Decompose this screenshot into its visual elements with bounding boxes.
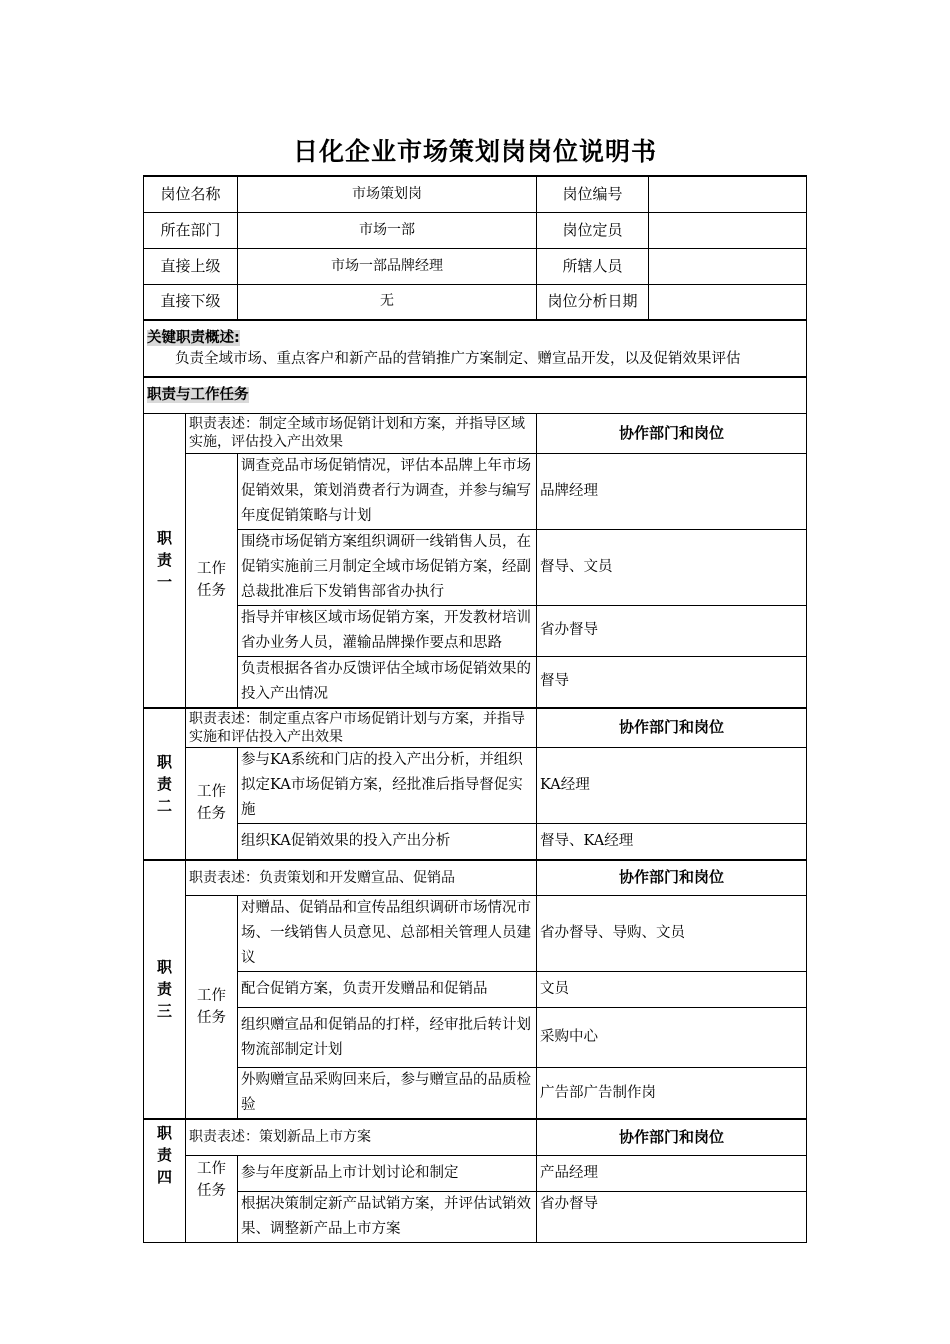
duty-3-task-2: 配合促销方案，负责开发赠品和促销品 <box>238 972 537 1008</box>
value-subordinates <box>649 248 807 284</box>
duty-1-task-3-coop: 省办督导 <box>537 605 807 656</box>
duties-heading: 职责与工作任务 <box>147 386 249 403</box>
duty-1-task-4-coop: 督导 <box>537 656 807 708</box>
value-job-name: 市场策划岗 <box>238 176 537 212</box>
value-superior: 市场一部品牌经理 <box>238 248 537 284</box>
duty-2-tasks-label: 工作 任务 <box>186 748 238 860</box>
duty-3-statement: 职责表述：负责策划和开发赠宣品、促销品 <box>186 860 537 896</box>
duty-1-task-1-coop: 品牌经理 <box>537 453 807 529</box>
label-direct-subordinate: 直接下级 <box>144 284 238 320</box>
duty-3-task-2-coop: 文员 <box>537 972 807 1008</box>
duty-4-task-2: 根据决策制定新产品试销方案，并评估试销效果、调整新产品上市方案 <box>238 1191 537 1242</box>
duty-2-coop-header: 协作部门和岗位 <box>537 708 807 748</box>
duty-1-task-2: 围绕市场促销方案组织调研一线销售人员，在促销实施前三月制定全域市场促销方案，经副总裁批准后下发销售部省办执行 <box>238 529 537 605</box>
duty-1-label: 职 责 一 <box>144 413 186 708</box>
value-job-code <box>649 176 807 212</box>
value-department: 市场一部 <box>238 212 537 248</box>
duty-1-task-1: 调查竞品市场促销情况，评估本品牌上年市场促销效果，策划消费者行为调查，并参与编写年度促销策略与计划 <box>238 453 537 529</box>
duty-2-task-2-coop: 督导、KA经理 <box>537 824 807 860</box>
label-department: 所在部门 <box>144 212 238 248</box>
duty-2-task-1: 参与KA系统和门店的投入产出分析，并组织拟定KA市场促销方案，经批准后指导督促实施 <box>238 748 537 824</box>
duty-3-label: 职 责 三 <box>144 860 186 1120</box>
duty-4-tasks-label: 工作 任务 <box>186 1155 238 1242</box>
duty-1-tasks-label: 工作 任务 <box>186 453 238 708</box>
summary-text: 负责全域市场、重点客户和新产品的营销推广方案制定、赠宣品开发，以及促销效果评估 <box>175 350 741 367</box>
duty-3-task-4-coop: 广告部广告制作岗 <box>537 1068 807 1120</box>
duty-4-label: 职 责 四 <box>144 1119 186 1242</box>
duties-heading-cell <box>144 377 807 413</box>
duty-1-task-4: 负责根据各省办反馈评估全域市场促销效果的投入产出情况 <box>238 656 537 708</box>
label-job-name: 岗位名称 <box>144 176 238 212</box>
duty-3-task-4: 外购赠宣品采购回来后，参与赠宣品的品质检验 <box>238 1068 537 1120</box>
duty-4-coop-header: 协作部门和岗位 <box>537 1119 807 1155</box>
key-duties-summary <box>144 320 807 377</box>
duty-4-task-1-coop: 产品经理 <box>537 1155 807 1191</box>
label-headcount: 岗位定员 <box>537 212 649 248</box>
duty-2-statement: 职责表述：制定重点客户市场促销计划与方案，并指导实施和评估投入产出效果 <box>186 708 537 748</box>
label-subordinates: 所辖人员 <box>537 248 649 284</box>
duty-1-statement: 职责表述：制定全域市场促销计划和方案，并指导区域实施，评估投入产出效果 <box>186 413 537 453</box>
duty-2-label: 职 责 二 <box>144 708 186 860</box>
value-direct-subordinate: 无 <box>238 284 537 320</box>
duty-3-coop-header: 协作部门和岗位 <box>537 860 807 896</box>
duty-3-task-3: 组织赠宣品和促销品的打样，经审批后转计划物流部制定计划 <box>238 1008 537 1068</box>
duty-3-task-3-coop: 采购中心 <box>537 1008 807 1068</box>
label-superior: 直接上级 <box>144 248 238 284</box>
duty-1-coop-header: 协作部门和岗位 <box>537 413 807 453</box>
summary-heading: 关键职责概述: <box>147 329 240 346</box>
duty-3-task-1-coop: 省办督导、导购、文员 <box>537 896 807 972</box>
duty-3-tasks-label: 工作 任务 <box>186 896 238 1120</box>
page-title: 日化企业市场策划岗岗位说明书 <box>292 137 657 166</box>
value-headcount <box>649 212 807 248</box>
job-description-table <box>143 175 807 1243</box>
duty-2-task-2: 组织KA促销效果的投入产出分析 <box>238 824 537 860</box>
value-analysis-date <box>649 284 807 320</box>
duty-1-task-2-coop: 督导、文员 <box>537 529 807 605</box>
duty-2-task-1-coop: KA经理 <box>537 748 807 824</box>
label-analysis-date: 岗位分析日期 <box>537 284 649 320</box>
duty-4-statement: 职责表述：策划新品上市方案 <box>186 1119 537 1155</box>
duty-3-task-1: 对赠品、促销品和宣传品组织调研市场情况市场、一线销售人员意见、总部相关管理人员建议 <box>238 896 537 972</box>
duty-4-task-1: 参与年度新品上市计划讨论和制定 <box>238 1155 537 1191</box>
duty-4-task-2-coop: 省办督导 <box>537 1191 807 1242</box>
label-job-code: 岗位编号 <box>537 176 649 212</box>
duty-1-task-3: 指导并审核区域市场促销方案，开发教材培训省办业务人员，灌输品牌操作要点和思路 <box>238 605 537 656</box>
